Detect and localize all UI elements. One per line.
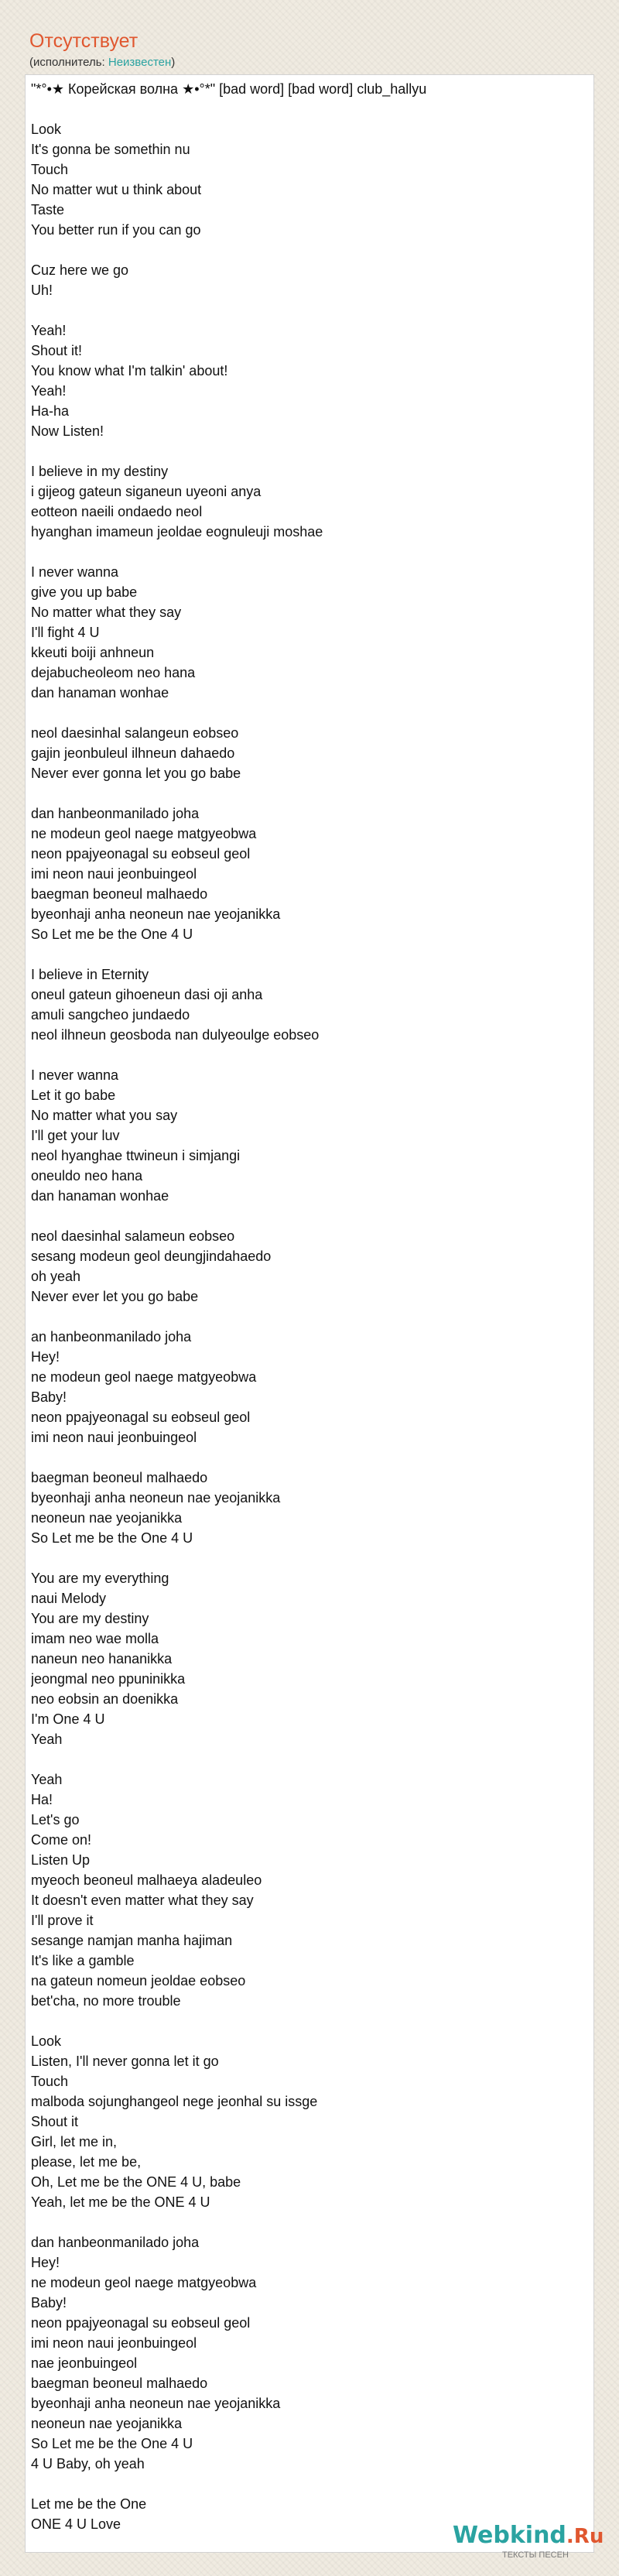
lyrics-line: "*°•★ Корейская волна ★•°*" [bad word] [bad word] club_hallyu — [31, 81, 427, 97]
logo-tld-text: .Ru — [566, 2525, 604, 2548]
lyrics-line: It doesn't even matter what they say — [31, 1893, 254, 1908]
lyrics-line: Hey! — [31, 2255, 60, 2270]
lyrics-line: naui Melody — [31, 1591, 107, 1606]
lyrics-line: Now Listen! — [31, 423, 104, 439]
lyrics-line: oh yeah — [31, 1269, 81, 1284]
site-logo[interactable] — [453, 2522, 607, 2565]
lyrics-line: Yeah — [31, 1772, 63, 1787]
lyrics-line: neon ppajyeonagal su eobseul geol — [31, 846, 251, 862]
lyrics-line: neoneun nae yeojanikka — [31, 2416, 183, 2431]
lyrics-line: Let me be the One — [31, 2496, 147, 2512]
lyrics-line: byeonhaji anha neoneun nae yeojanikka — [31, 906, 281, 922]
lyrics-line: ne modeun geol naege matgyeobwa — [31, 826, 257, 841]
lyrics-line: I believe in my destiny — [31, 464, 169, 479]
lyrics-line: bet'cha, no more trouble — [31, 1993, 181, 2009]
lyrics-blank-line — [31, 1307, 573, 1327]
lyrics-line: So Let me be the One 4 U — [31, 1530, 193, 1546]
lyrics-text — [31, 79, 573, 2534]
lyrics-line: dan hanbeonmanilado joha — [31, 2235, 200, 2250]
lyrics-blank-line — [31, 300, 573, 320]
lyrics-line: malboda sojunghangeol nege jeonhal su issge — [31, 2094, 318, 2109]
lyrics-blank-line — [31, 542, 573, 562]
lyrics-line: I'll get your luv — [31, 1128, 120, 1143]
artist-link[interactable]: Неизвестен — [108, 56, 172, 69]
lyrics-line: baegman beoneul malhaedo — [31, 1470, 208, 1485]
lyrics-blank-line — [31, 1045, 573, 1065]
artist-line — [29, 56, 175, 70]
lyrics-line: ne modeun geol naege matgyeobwa — [31, 1369, 257, 1385]
lyrics-line: baegman beoneul malhaedo — [31, 2376, 208, 2391]
lyrics-line: hyanghan imameun jeoldae eognuleuji moshae — [31, 524, 323, 540]
lyrics-line: Ha! — [31, 1792, 53, 1807]
lyrics-line: sesang modeun geol deungjindahaedo — [31, 1249, 272, 1264]
lyrics-line: myeoch beoneul malhaeya aladeuleo — [31, 1872, 262, 1888]
logo-tagline: ТЕКСТЫ ПЕСЕН — [502, 2550, 569, 2560]
lyrics-line: amuli sangcheo jundaedo — [31, 1007, 190, 1023]
lyrics-line: Look — [31, 2033, 62, 2049]
lyrics-line: Touch — [31, 162, 69, 177]
lyrics-line: byeonhaji anha neoneun nae yeojanikka — [31, 1490, 281, 1506]
lyrics-line: Let's go — [31, 1812, 80, 1828]
lyrics-blank-line — [31, 2011, 573, 2031]
lyrics-line: ONE 4 U Love — [31, 2516, 121, 2532]
lyrics-line: imi neon naui jeonbuingeol — [31, 2335, 197, 2351]
lyrics-line: It's gonna be somethin nu — [31, 142, 190, 157]
lyrics-blank-line — [31, 2474, 573, 2494]
lyrics-line: Cuz here we go — [31, 262, 129, 278]
lyrics-line: dan hanaman wonhae — [31, 1188, 169, 1204]
lyrics-line: So Let me be the One 4 U — [31, 2436, 193, 2451]
lyrics-line: neol hyanghae ttwineun i simjangi — [31, 1148, 241, 1163]
lyrics-blank-line — [31, 1206, 573, 1226]
lyrics-line: No matter what you say — [31, 1108, 178, 1123]
lyrics-line: I'm One 4 U — [31, 1711, 105, 1727]
lyrics-blank-line — [31, 783, 573, 803]
lyrics-line: Taste — [31, 202, 65, 218]
lyrics-line: Never ever gonna let you go babe — [31, 766, 241, 781]
lyrics-blank-line — [31, 240, 573, 260]
lyrics-line: Baby! — [31, 2295, 67, 2311]
lyrics-line: i gijeog gateun siganeun uyeoni anya — [31, 484, 262, 499]
lyrics-line: dejabucheoleom neo hana — [31, 665, 196, 680]
song-title: Отсутствует — [29, 30, 139, 52]
lyrics-line: Touch — [31, 2074, 69, 2089]
lyrics-line: I'll fight 4 U — [31, 625, 100, 640]
lyrics-blank-line — [31, 441, 573, 461]
lyrics-line: dan hanbeonmanilado joha — [31, 806, 200, 821]
lyrics-line: dan hanaman wonhae — [31, 685, 169, 701]
lyrics-line: You better run if you can go — [31, 222, 201, 238]
lyrics-line: oneul gateun gihoeneun dasi oji anha — [31, 987, 263, 1002]
lyrics-line: Ha-ha — [31, 403, 70, 419]
lyrics-line: Shout it! — [31, 343, 83, 358]
lyrics-line: Yeah! — [31, 383, 67, 399]
lyrics-line: kkeuti boiji anhneun — [31, 645, 155, 660]
lyrics-line: I believe in Eternity — [31, 967, 149, 982]
lyrics-line: nae jeonbuingeol — [31, 2355, 138, 2371]
lyrics-line: So Let me be the One 4 U — [31, 927, 193, 942]
lyrics-line: Girl, let me in, — [31, 2134, 118, 2150]
artist-suffix: ) — [171, 56, 176, 69]
lyrics-line: na gateun nomeun jeoldae eobseo — [31, 1973, 246, 1989]
lyrics-line: neon ppajyeonagal su eobseul geol — [31, 1410, 251, 1425]
lyrics-line: Never ever let you go babe — [31, 1289, 199, 1304]
lyrics-line: Hey! — [31, 1349, 60, 1365]
lyrics-line: an hanbeonmanilado joha — [31, 1329, 192, 1345]
lyrics-blank-line — [31, 1447, 573, 1468]
lyrics-line: You are my destiny — [31, 1611, 149, 1626]
lyrics-blank-line — [31, 99, 573, 119]
lyrics-line: Uh! — [31, 283, 53, 298]
lyrics-line: Baby! — [31, 1389, 67, 1405]
lyrics-blank-line — [31, 1749, 573, 1769]
lyrics-line: oneuldo neo hana — [31, 1168, 143, 1184]
lyrics-blank-line — [31, 944, 573, 964]
lyrics-line: No matter what they say — [31, 605, 182, 620]
artist-prefix: (исполнитель: — [29, 56, 108, 69]
lyrics-line: Yeah, let me be the ONE 4 U — [31, 2194, 210, 2210]
lyrics-line: Yeah! — [31, 323, 67, 338]
lyrics-line: neo eobsin an doenikka — [31, 1691, 179, 1707]
lyrics-line: eotteon naeili ondaedo neol — [31, 504, 203, 519]
lyrics-line: imam neo wae molla — [31, 1631, 159, 1646]
lyrics-line: Listen Up — [31, 1852, 91, 1868]
lyrics-line: give you up babe — [31, 584, 138, 600]
lyrics-line: 4 U Baby, oh yeah — [31, 2456, 145, 2472]
lyrics-line: I never wanna — [31, 564, 119, 580]
lyrics-line: neoneun nae yeojanikka — [31, 1510, 183, 1526]
lyrics-line: sesange namjan manha hajiman — [31, 1933, 233, 1948]
lyrics-line: gajin jeonbuleul ilhneun dahaedo — [31, 745, 235, 761]
lyrics-line: please, let me be, — [31, 2154, 142, 2170]
lyrics-line: Let it go babe — [31, 1088, 116, 1103]
lyrics-line: imi neon naui jeonbuingeol — [31, 866, 197, 882]
lyrics-line: Shout it — [31, 2114, 79, 2129]
lyrics-line: It's like a gamble — [31, 1953, 135, 1968]
lyrics-line: Come on! — [31, 1832, 92, 1848]
logo-wordmark — [453, 2522, 604, 2550]
lyrics-line: ne modeun geol naege matgyeobwa — [31, 2275, 257, 2290]
lyrics-line: byeonhaji anha neoneun nae yeojanikka — [31, 2396, 281, 2411]
lyrics-line: neol daesinhal salangeun eobseo — [31, 725, 239, 741]
lyrics-blank-line — [31, 2212, 573, 2232]
lyrics-line: neon ppajyeonagal su eobseul geol — [31, 2315, 251, 2331]
lyrics-line: I'll prove it — [31, 1913, 94, 1928]
lyrics-line: No matter wut u think about — [31, 182, 202, 197]
lyrics-line: neol ilhneun geosboda nan dulyeoulge eobseo — [31, 1027, 320, 1043]
lyrics-line: Look — [31, 122, 62, 137]
lyrics-line: Listen, I'll never gonna let it go — [31, 2054, 219, 2069]
lyrics-line: imi neon naui jeonbuingeol — [31, 1430, 197, 1445]
lyrics-line: You know what I'm talkin' about! — [31, 363, 228, 379]
lyrics-blank-line — [31, 703, 573, 723]
lyrics-blank-line — [31, 1548, 573, 1568]
lyrics-line: neol daesinhal salameun eobseo — [31, 1228, 235, 1244]
lyrics-line: jeongmal neo ppuninikka — [31, 1671, 186, 1687]
lyrics-line: Oh, Let me be the ONE 4 U, babe — [31, 2174, 241, 2190]
lyrics-line: I never wanna — [31, 1067, 119, 1083]
logo-main-text: Webkind — [453, 2522, 566, 2549]
lyrics-line: Yeah — [31, 1732, 63, 1747]
lyrics-line: baegman beoneul malhaedo — [31, 886, 208, 902]
lyrics-line: naneun neo hananikka — [31, 1651, 173, 1667]
lyrics-line: You are my everything — [31, 1571, 169, 1586]
